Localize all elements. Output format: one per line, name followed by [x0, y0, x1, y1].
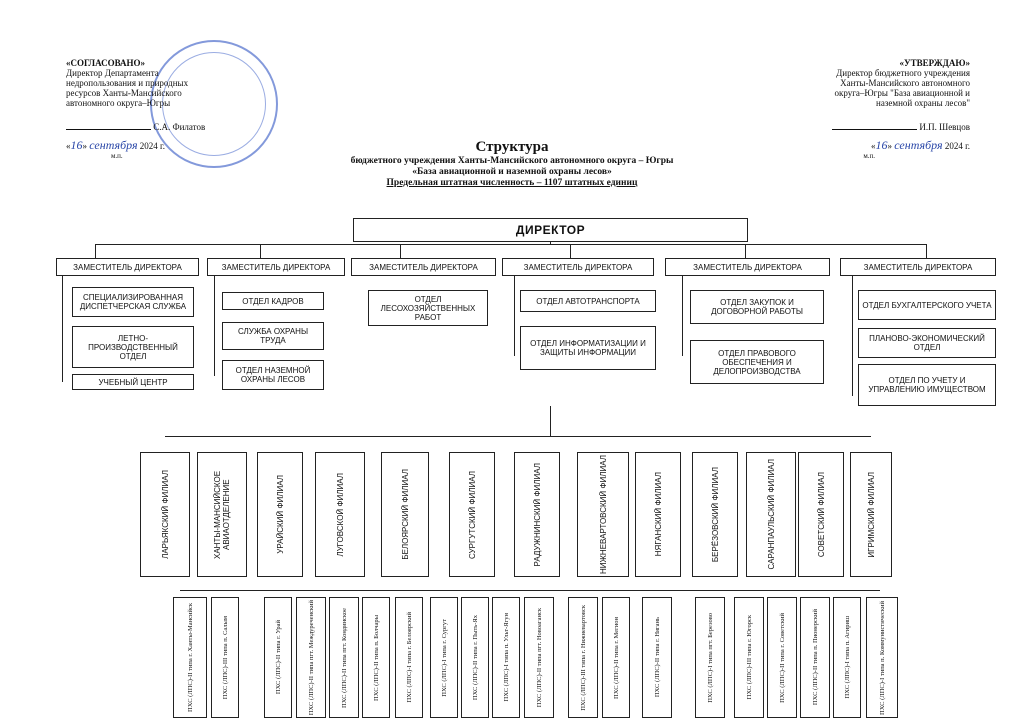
connector	[514, 276, 515, 356]
connector	[852, 276, 853, 396]
branch-box	[850, 452, 892, 577]
approval-left-day: 16	[70, 138, 83, 152]
station-label: ПХС (ЛПС)-II типа г. Нягань	[653, 617, 661, 698]
approval-left-line: ресурсов Ханты-Мансийского	[66, 88, 182, 98]
connector	[550, 242, 551, 245]
department-box: СЛУЖБА ОХРАНЫ ТРУДА	[222, 322, 324, 350]
approval-left-heading: «СОГЛАСОВАНО»	[66, 58, 146, 68]
connector	[550, 406, 551, 436]
station-box	[767, 597, 797, 718]
approval-right-line: наземной охраны лесов"	[876, 98, 970, 108]
station-label: ПХС (ЛПС)-II типа пгт. Междуреченский	[307, 599, 315, 716]
title-line1: бюджетного учреждения Ханты-Мансийского автономного округа – Югры	[350, 156, 674, 166]
deputy-director-box: ЗАМЕСТИТЕЛЬ ДИРЕКТОРА	[502, 258, 654, 276]
station-box	[695, 597, 725, 718]
approval-right-line: Ханты-Мансийского автономного	[840, 78, 970, 88]
branch-box	[140, 452, 190, 577]
approval-left-year: 2024 г.	[139, 141, 165, 151]
department-box: ОТДЕЛ ПРАВОВОГО ОБЕСПЕЧЕНИЯ И ДЕЛОПРОИЗВОДСТВА	[690, 340, 824, 384]
connector-branches	[165, 436, 871, 437]
director-box: ДИРЕКТОР	[353, 218, 748, 242]
station-box	[362, 597, 390, 718]
deputy-director-box: ЗАМЕСТИТЕЛЬ ДИРЕКТОРА	[56, 258, 199, 276]
station-box	[173, 597, 207, 718]
department-box: ОТДЕЛ ПО УЧЕТУ И УПРАВЛЕНИЮ ИМУЩЕСТВОМ	[858, 364, 996, 406]
branch-box	[514, 452, 560, 577]
station-box	[524, 597, 554, 718]
branch-label: ЛАРЬЯКСКИЙ ФИЛИАЛ	[160, 470, 170, 559]
branch-label: ХАНТЫ-МАНСИЙСКОЕ АВИАОТДЕЛЕНИЕ	[213, 470, 231, 559]
department-box: ОТДЕЛ ЛЕСОХОЗЯЙСТВЕННЫХ РАБОТ	[368, 290, 488, 326]
connector	[260, 244, 261, 258]
branch-label: БЕЛОЯРСКИЙ ФИЛИАЛ	[400, 469, 410, 560]
signature-right	[832, 129, 917, 130]
title-main: Структура	[475, 139, 549, 155]
approval-right-mp: м.п.	[863, 152, 875, 160]
branch-box	[746, 452, 796, 577]
connector-deputies	[95, 244, 927, 245]
branch-label: ЛУГОВСКОЙ ФИЛИАЛ	[335, 472, 345, 557]
branch-label: СОВЕТСКИЙ ФИЛИАЛ	[816, 471, 826, 558]
connector	[570, 244, 571, 258]
connector	[745, 244, 746, 258]
department-box: ОТДЕЛ ЗАКУПОК И ДОГОВОРНОЙ РАБОТЫ	[690, 290, 824, 324]
approval-right-day: 16	[875, 138, 888, 152]
department-box: ЛЕТНО-ПРОИЗВОДСТВЕННЫЙ ОТДЕЛ	[72, 326, 194, 368]
connector	[214, 276, 215, 376]
station-label: ПХС (ЛПС)-I типа г. Белоярский	[405, 612, 413, 703]
department-box: ОТДЕЛ КАДРОВ	[222, 292, 324, 310]
department-box: ОТДЕЛ БУХГАЛТЕРСКОГО УЧЕТА	[858, 290, 996, 320]
branch-label: НЯГАНСКИЙ ФИЛИАЛ	[653, 472, 663, 557]
branch-label: УРАЙСКИЙ ФИЛИАЛ	[275, 475, 285, 554]
branch-box	[197, 452, 247, 577]
station-box	[568, 597, 598, 718]
connector	[926, 244, 927, 258]
approval-right-line: Директор бюджетного учреждения	[836, 68, 970, 78]
branch-label: НИЖНЕВАРТОВСКИЙ ФИЛИАЛ	[598, 455, 608, 574]
connector	[62, 276, 63, 382]
connector-stations	[180, 590, 880, 591]
approval-right-month: сентября	[894, 138, 943, 152]
station-box	[734, 597, 764, 718]
branch-box	[381, 452, 429, 577]
station-label: ПХС (ЛПС)-II типа пгт. Кондинское	[340, 607, 348, 708]
station-label: ПХС (ЛПС)-II типа г. Урай	[274, 620, 282, 695]
branch-box	[449, 452, 495, 577]
station-label: ПХС (ЛПС)-II типа пгт. Новоаганск	[535, 607, 543, 708]
branch-box	[798, 452, 844, 577]
department-box: УЧЕБНЫЙ ЦЕНТР	[72, 374, 194, 390]
station-box	[264, 597, 292, 718]
branch-box	[315, 452, 365, 577]
branch-label: РАДУЖНИНСКИЙ ФИЛИАЛ	[532, 462, 542, 567]
station-label: ПХС (ЛПС)-I типа п. Коммунистический	[878, 600, 886, 715]
station-box	[642, 597, 672, 718]
approval-left-line: недропользования и природных	[66, 78, 189, 88]
station-label: ПХС (ЛПС)-II типа г. Пыть-Ях	[471, 614, 479, 701]
station-label: ПХС (ЛПС)-III типа п. Салым	[221, 615, 229, 700]
connector	[682, 276, 683, 356]
deputy-director-box: ЗАМЕСТИТЕЛЬ ДИРЕКТОРА	[207, 258, 345, 276]
branch-label: ИГРИМСКИЙ ФИЛИАЛ	[866, 471, 876, 558]
station-box	[430, 597, 458, 718]
station-box	[833, 597, 861, 718]
station-label: ПХС (ЛПС)-II типа г. Ханты-Мансийск	[186, 603, 194, 712]
approval-block-right: «УТВЕРЖДАЮ» Директор бюджетного учреждения Ханты-Мансийского автономного округа–Югры "База авиационной и наземной охраны лесов" И.П. Шевцов «16» сентября 2024 г. м.п.	[780, 58, 970, 161]
branch-box	[635, 452, 681, 577]
station-label: ПХС (ЛПС)-II типа п. Болчары	[372, 614, 380, 701]
station-label: ПХС (ЛПС)-III типа г. Нижневартовск	[579, 604, 587, 711]
branch-box	[577, 452, 629, 577]
station-label: ПХС (ЛПС)-III типа г. Югорск	[745, 615, 753, 700]
station-box	[329, 597, 359, 718]
connector	[400, 244, 401, 258]
station-label: ПХС (ЛПС)-I типа п. Агириш	[843, 616, 851, 699]
station-label: ПХС (ЛПС)-II типа г. Советский	[778, 612, 786, 703]
deputy-director-box: ЗАМЕСТИТЕЛЬ ДИРЕКТОРА	[840, 258, 996, 276]
deputy-director-box: ЗАМЕСТИТЕЛЬ ДИРЕКТОРА	[665, 258, 830, 276]
branch-label: САРАНПАУЛЬСКИЙ ФИЛИАЛ	[766, 459, 776, 570]
approval-left-line: автономного округа–Югры	[66, 98, 171, 108]
approval-right-heading: «УТВЕРЖДАЮ»	[899, 58, 970, 68]
station-label: ПХС (ЛПС)-I типа п. Ульт-Ягун	[502, 613, 510, 702]
signature-left	[66, 129, 151, 130]
station-box	[866, 597, 898, 718]
approval-right-year: 2024 г.	[944, 141, 970, 151]
station-label: ПХС (ЛПС)-II типа г. Мегион	[612, 616, 620, 699]
station-label: ПХС (ЛПС)-I типа г. Сургут	[440, 618, 448, 697]
station-box	[211, 597, 239, 718]
station-box	[296, 597, 326, 718]
station-box	[602, 597, 630, 718]
station-box	[800, 597, 830, 718]
station-label: ПХС (ЛПС)-II типа п. Пионерский	[811, 609, 819, 706]
approval-left-line: Директор Департамента	[66, 68, 159, 78]
department-box: ПЛАНОВО-ЭКОНОМИЧЕСКИЙ ОТДЕЛ	[858, 328, 996, 358]
department-box: ОТДЕЛ НАЗЕМНОЙ ОХРАНЫ ЛЕСОВ	[222, 360, 324, 390]
approval-left-month: сентября	[89, 138, 138, 152]
branch-label: СУРГУТСКИЙ ФИЛИАЛ	[467, 470, 477, 559]
department-box: ОТДЕЛ АВТОТРАНСПОРТА	[520, 290, 656, 312]
title-line3: Предельная штатная численность – 1107 штатных единиц	[386, 178, 638, 188]
approval-left-signer: С.А. Филатов	[153, 122, 206, 132]
branch-box	[692, 452, 738, 577]
approval-right-signer: И.П. Шевцов	[919, 122, 970, 132]
station-box	[395, 597, 423, 718]
connector	[95, 244, 96, 258]
branch-label: БЕРЁЗОВСКИЙ ФИЛИАЛ	[710, 466, 720, 563]
station-box	[492, 597, 520, 718]
department-box: ОТДЕЛ ИНФОРМАТИЗАЦИИ И ЗАЩИТЫ ИНФОРМАЦИИ	[520, 326, 656, 370]
title-line2: «База авиационной и наземной охраны лесов»	[412, 167, 612, 177]
document-title	[300, 138, 724, 189]
deputy-director-box: ЗАМЕСТИТЕЛЬ ДИРЕКТОРА	[351, 258, 496, 276]
approval-block-left: «СОГЛАСОВАНО» Директор Департамента недропользования и природных ресурсов Ханты-Мансийского автономного округа–Югры С.А. Филатов «16» сентября 2024 г. м.п.	[66, 58, 256, 161]
approval-right-line: округа–Югры "База авиационной и	[834, 88, 970, 98]
approval-left-mp: м.п.	[111, 152, 123, 160]
station-label: ПХС (ЛПС)-I типа пгт. Березово	[706, 612, 714, 703]
department-box: СПЕЦИАЛИЗИРОВАННАЯ ДИСПЕТЧЕРСКАЯ СЛУЖБА	[72, 287, 194, 317]
station-box	[461, 597, 489, 718]
branch-box	[257, 452, 303, 577]
